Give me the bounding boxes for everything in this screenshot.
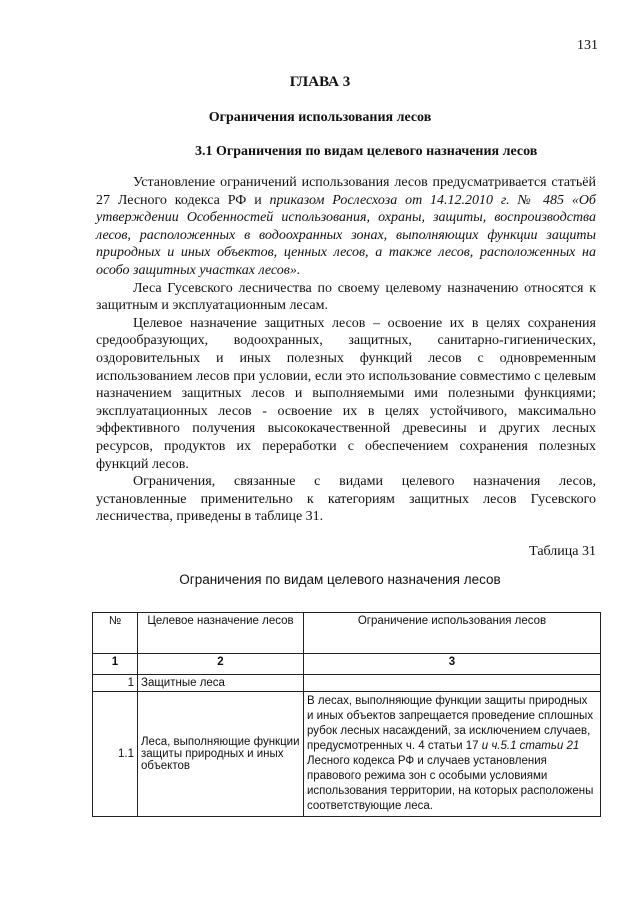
col-number-3: 3	[304, 654, 601, 675]
table-row	[93, 675, 601, 692]
page-number: 131	[577, 38, 598, 53]
paragraph-1	[96, 174, 596, 280]
header-limit: Ограничение использования лесов	[304, 613, 601, 654]
paragraph-1-italic: приказом Рослесхоза от 14.12.2010 г. № 485 «Об утверждении Особенностей использования, охраны, защиты, воспроизводства лесов, расположенных в водоохранных зонах, выполняющих функции защиты природных и иных объектов, ценных лесов, а также лесов, расположенных на особо защитных участках лесов».	[96, 192, 596, 278]
table-label: Таблица 31	[529, 544, 596, 559]
table-title: Ограничения по видам целевого назначения лесов	[179, 572, 501, 587]
limits-table	[92, 612, 601, 817]
paragraph-1-text: Установление ограничений использования лесов предусматривается статьёй 27 Лесного кодекса РФ и	[96, 175, 596, 208]
row-limit	[304, 675, 601, 692]
row-number: 1	[93, 675, 138, 692]
row-purpose: Леса, выполняющие функции защиты природных и иных объектов	[138, 692, 304, 817]
col-number-2: 2	[138, 654, 304, 675]
body-text	[96, 174, 596, 526]
row-purpose: Защитные леса	[138, 675, 304, 692]
col-number-1: 1	[93, 654, 138, 675]
header-purpose: Целевое назначение лесов	[138, 613, 304, 654]
section-title: Ограничения использования лесов	[208, 110, 432, 125]
row-limit-text: В лесах, выполняющие функции защиты природных и иных объектов запрещается проведение сплошных рубок лесных насаждений, за исключением случаев, предусмотренных ч. 4 статьи 17	[307, 695, 594, 752]
row-limit-text-end: Лесного кодекса РФ и случаев установления правового режима зон с особыми условиями использования территории, на которых расположены соответствующие леса.	[307, 755, 594, 812]
table-row	[93, 692, 601, 817]
table-column-numbers-row	[93, 654, 601, 675]
paragraph-3: Целевое назначение защитных лесов – освоение их в целях сохранения средообразующих, водоохранных, защитных, санитарно-гигиенических, оздоровительных и иных полезных функций лесов с одновременным использованием лесов при условии, если это использование совместимо с целевым назначением защитных лесов и выполняемыми ими полезными функциями; эксплуатационных лесов - освоение их в целях устойчивого, максимально эффективного получения высококачественной древесины и других лесных ресурсов, продуктов их переработки с обеспечением сохранения полезных функций лесов.	[96, 315, 596, 472]
table-header-row	[93, 613, 601, 654]
row-limit	[304, 692, 601, 817]
subsection-title: 3.1 Ограничения по видам целевого назначения лесов	[195, 144, 538, 159]
paragraph-2: Леса Гусевского лесничества по своему целевому назначению относятся к защитным и эксплуатационным лесам.	[96, 280, 596, 314]
header-number: №	[93, 613, 138, 654]
row-limit-italic: и ч.5.1 статьи 21	[481, 740, 580, 752]
chapter-heading: ГЛАВА 3	[289, 74, 351, 90]
paragraph-4: Ограничения, связанные с видами целевого назначения лесов, установленные применительно к категориям защитных лесов Гусевского лесничества, приведены в таблице 31.	[96, 474, 596, 525]
row-number: 1.1	[93, 692, 138, 817]
